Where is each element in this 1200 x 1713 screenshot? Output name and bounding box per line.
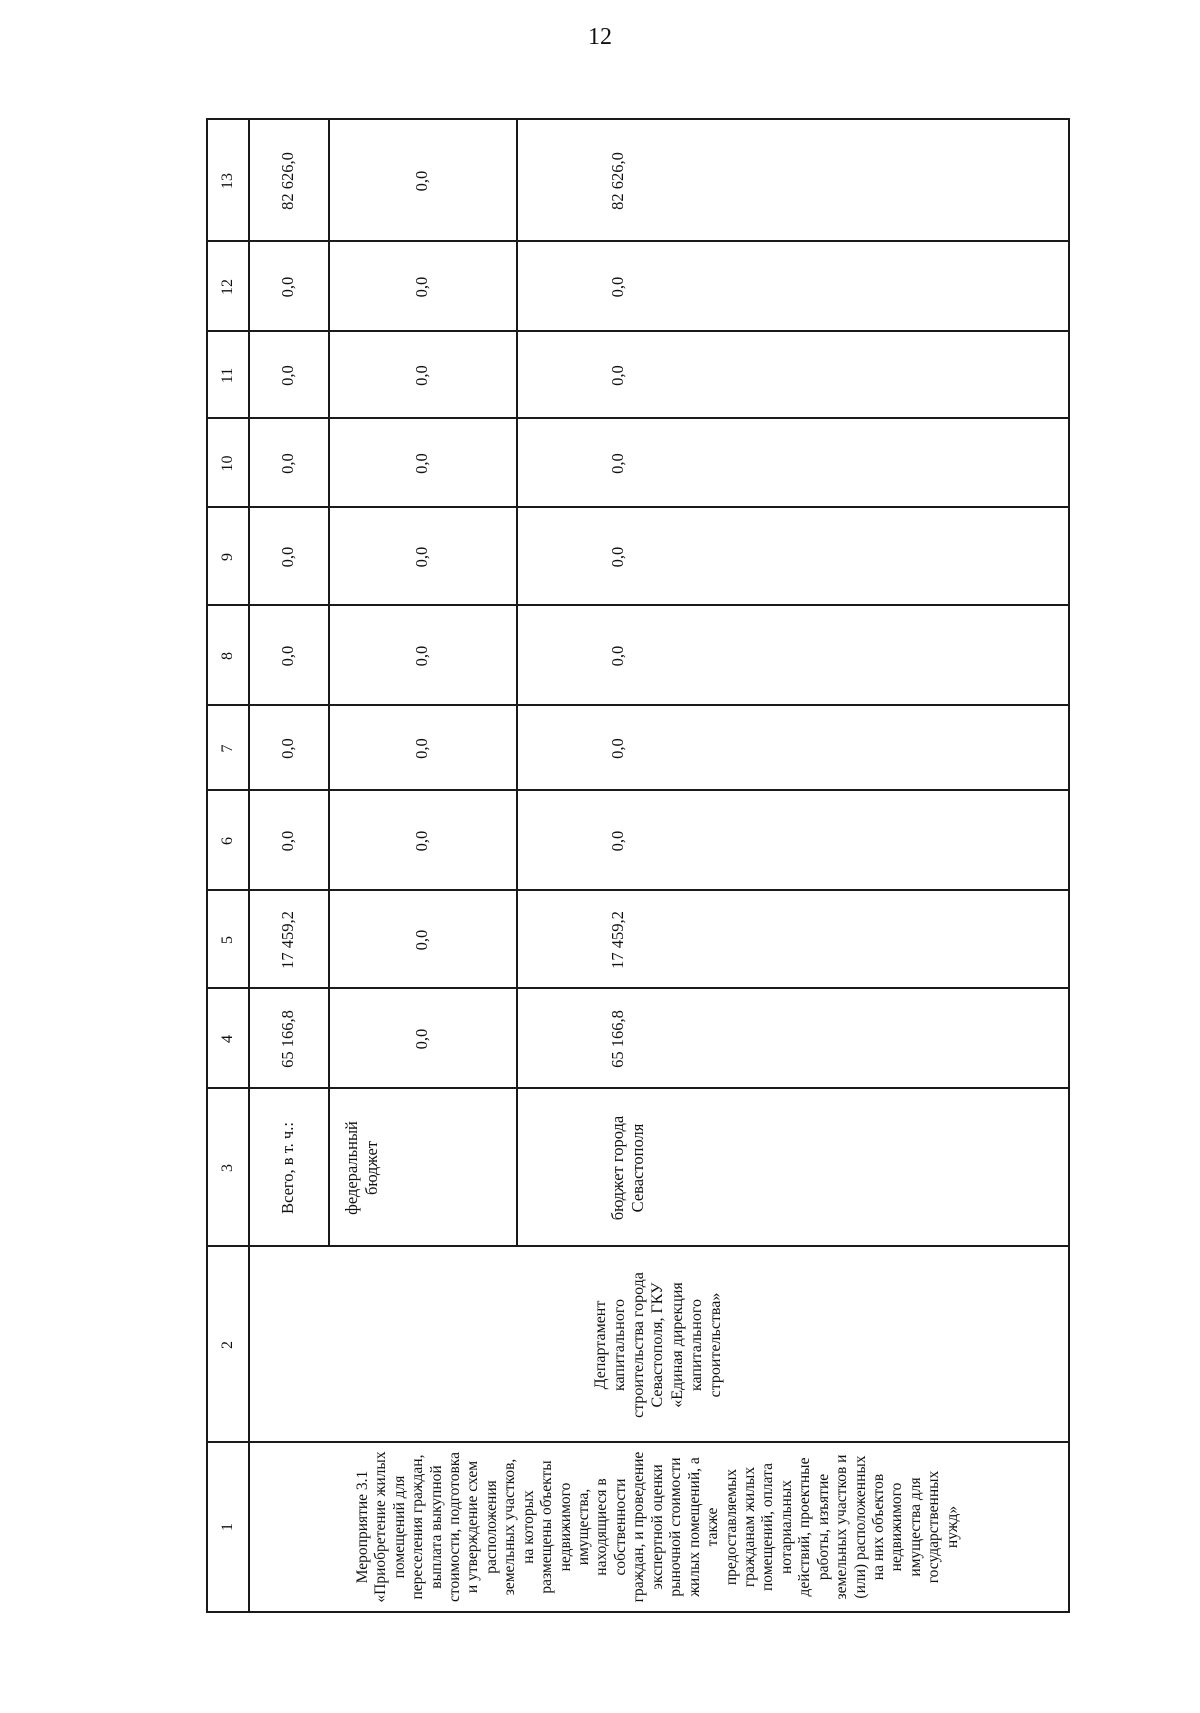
federal-col-4: 0,0	[412, 1028, 432, 1050]
total-col-9: 0,0	[278, 546, 298, 568]
header-col-7: 7	[219, 744, 237, 753]
total-col-7: 0,0	[278, 738, 298, 759]
source-federal: федеральный бюджет	[342, 1121, 381, 1215]
total-col-10: 0,0	[278, 453, 298, 474]
measure-description: Мероприятие 3.1 «Приобретение жилых помещений для переселения граждан, выплата выкупной стоимости, подготовка и утверждение схем расположения земельных участков, на которых размещены объекты недвижимого имущества, находящиеся в собственности граждан, и проведение экспертной оценки рыночной стоимости жилых помещений, а также предоставляемых гражданам жилых помещений, оплата нотариальных действий, проектные работы, изъятие земельных участков и (или) расположенных на них объектов недвижимого имущества для государственных нужд»	[353, 1451, 961, 1603]
federal-col-8: 0,0	[412, 645, 432, 667]
federal-col-7: 0,0	[412, 738, 432, 759]
city-col-13: 82 626,0	[608, 152, 627, 210]
source-total: Всего, в т. ч.:	[278, 1122, 298, 1214]
federal-col-10: 0,0	[412, 453, 432, 474]
federal-col-11: 0,0	[412, 365, 432, 386]
header-col-10: 10	[219, 455, 237, 472]
total-col-12: 0,0	[278, 276, 298, 298]
header-col-6: 6	[219, 837, 237, 845]
total-col-5: 17 459,2	[278, 911, 298, 969]
executor: Департамент капитального строительства города Севастополя, ГКУ «Единая дирекция капитального строительства»	[591, 1272, 724, 1418]
header-col-12: 12	[219, 279, 237, 295]
city-col-9: 0,0	[608, 546, 627, 568]
city-col-8: 0,0	[608, 645, 627, 667]
header-col-4: 4	[219, 1035, 237, 1043]
header-col-9: 9	[219, 553, 237, 561]
federal-col-5: 0,0	[412, 929, 432, 951]
total-col-4: 65 166,8	[278, 1010, 298, 1068]
city-col-11: 0,0	[608, 365, 627, 386]
header-col-2: 2	[219, 1341, 237, 1349]
header-col-13: 13	[219, 173, 237, 189]
header-col-8: 8	[219, 652, 237, 660]
city-col-5: 17 459,2	[608, 911, 627, 969]
source-city: бюджет города Севастополя	[608, 1115, 647, 1221]
city-col-4: 65 166,8	[608, 1010, 627, 1068]
city-col-10: 0,0	[608, 453, 627, 474]
total-col-11: 0,0	[278, 365, 298, 386]
city-col-12: 0,0	[608, 276, 627, 298]
header-col-3: 3	[219, 1164, 237, 1172]
total-col-6: 0,0	[278, 830, 298, 852]
header-col-11: 11	[219, 367, 237, 384]
federal-col-6: 0,0	[412, 830, 432, 852]
city-col-6: 0,0	[608, 830, 627, 852]
budget-table	[206, 118, 1070, 1613]
rotated-table-content	[208, 120, 1068, 1611]
header-col-1: 1	[219, 1523, 237, 1531]
federal-col-12: 0,0	[412, 276, 432, 298]
federal-col-9: 0,0	[412, 546, 432, 568]
page-number: 12	[588, 24, 612, 50]
city-col-7: 0,0	[608, 738, 627, 759]
total-col-13: 82 626,0	[278, 152, 298, 210]
federal-col-13: 0,0	[412, 170, 432, 192]
total-col-8: 0,0	[278, 645, 298, 667]
header-col-5: 5	[219, 936, 237, 944]
